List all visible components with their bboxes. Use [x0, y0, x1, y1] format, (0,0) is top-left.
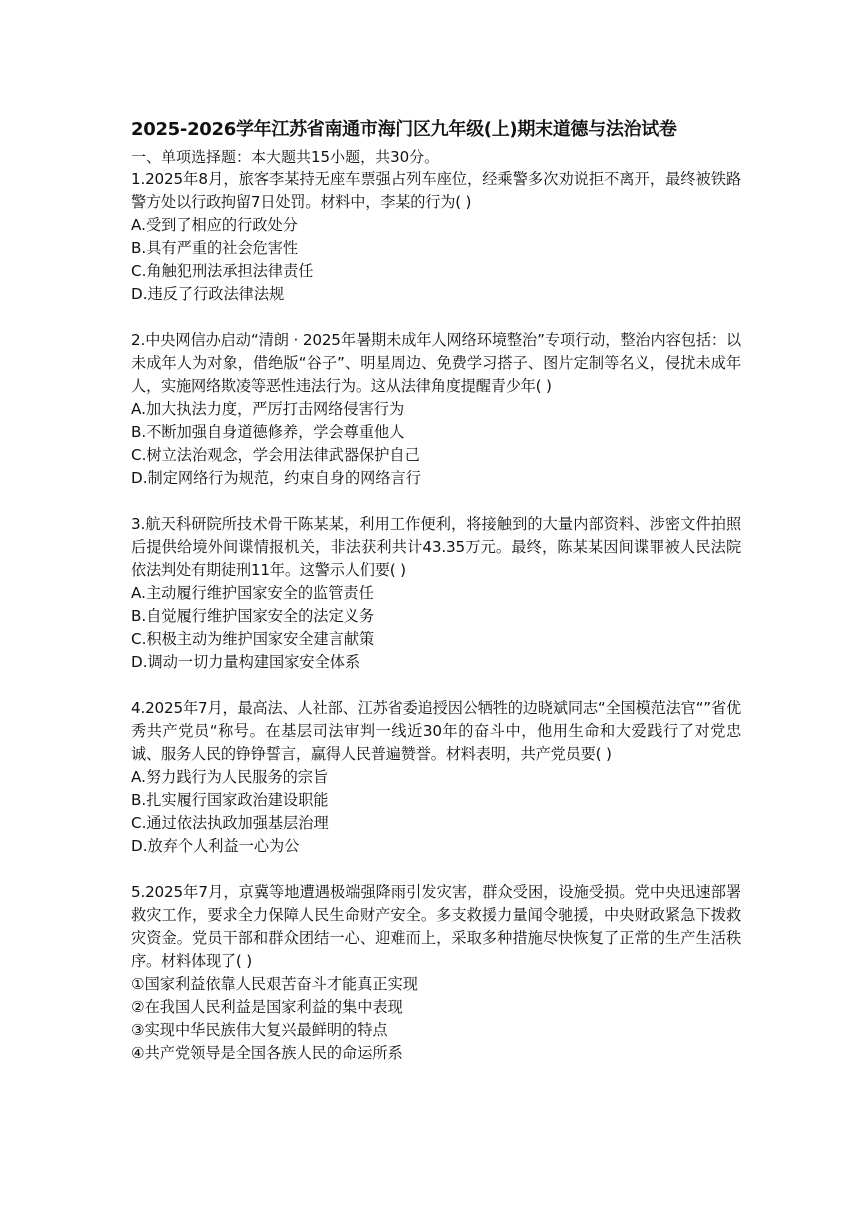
options-list [131, 214, 741, 306]
exam-title: 2025-2026学年江苏省南通市海门区九年级(上)期末道德与法治试卷 [131, 119, 677, 140]
option-c: C.角触犯刑法承担法律责任 [131, 262, 314, 280]
option-a: A.受到了相应的行政处分 [131, 216, 298, 234]
question-2 [131, 329, 741, 490]
section-heading: 一、单项选择题：本大题共15小题，共30分。 [131, 148, 440, 166]
question-stem: 2.中央网信办启动“清朗 · 2025年暑期未成年人网络环境整治”专项行动，整治内容包括：以未成年人为对象，借绝版“谷子”、明星周边、免费学习搭子、图片定制等名义，侵扰未成年人，实施网络欺凌等恶性违法行为。这从法律角度提醒青少年( ) [131, 331, 741, 395]
option-3: ③实现中华民族伟大复兴最鲜明的特点 [131, 1021, 388, 1039]
question-5 [131, 881, 741, 1065]
option-b: B.扎实履行国家政治建设职能 [131, 791, 329, 809]
option-d: D.制定网络行为规范，约束自身的网络言行 [131, 469, 421, 487]
option-a: A.努力践行为人民服务的宗旨 [131, 768, 329, 786]
option-1: ①国家利益依靠人民艰苦奋斗才能真正实现 [131, 975, 418, 993]
question-stem: 4.2025年7月，最高法、人社部、江苏省委追授因公牺牲的边晓斌同志“全国模范法官“”省优秀共产党员“称号。在基层司法审判一线近30年的奋斗中，他用生命和大爱践行了对党忠诚、服务人民的铮铮誓言，赢得人民普遍赞誉。材料表明，共产党员要( ) [131, 699, 741, 763]
option-c: C.树立法治观念，学会用法律武器保护自己 [131, 446, 420, 464]
question-stem: 3.航天科研院所技术骨干陈某某，利用工作便利，将接触到的大量内部资料、涉密文件拍照后提供给境外间谍情报机关，非法获利共计43.35万元。最终，陈某某因间谍罪被人民法院依法判处有期徒刑11年。这警示人们要( ) [131, 515, 741, 579]
option-4: ④共产党领导是全国各族人民的命运所系 [131, 1044, 403, 1062]
options-list [131, 973, 741, 1065]
question-1 [131, 168, 741, 306]
options-list [131, 766, 741, 858]
spacer [131, 858, 741, 881]
spacer [131, 306, 741, 329]
option-d: D.违反了行政法律法规 [131, 285, 285, 303]
option-d: D.放弃个人利益一心为公 [131, 837, 300, 855]
option-a: A.加大执法力度，严厉打击网络侵害行为 [131, 400, 405, 418]
question-stem: 5.2025年7月，京冀等地遭遇极端强降雨引发灾害，群众受困，设施受损。党中央迅速部署救灾工作，要求全力保障人民生命财产安全。多支救援力量闻令驰援，中央财政紧急下拨救灾资金。党员干部和群众团结一心、迎难而上，采取多种措施尽快恢复了正常的生产生活秩序。材料体现了( ) [131, 883, 741, 970]
option-2: ②在我国人民利益是国家利益的集中表现 [131, 998, 403, 1016]
spacer [131, 490, 741, 513]
question-4 [131, 697, 741, 858]
exam-page [131, 118, 741, 1065]
spacer [131, 674, 741, 697]
option-b: B.自觉履行维护国家安全的法定义务 [131, 607, 375, 625]
option-b: B.不断加强自身道德修养，学会尊重他人 [131, 423, 405, 441]
question-3 [131, 513, 741, 674]
options-list [131, 398, 741, 490]
option-d: D.调动一切力量构建国家安全体系 [131, 653, 361, 671]
option-c: C.积极主动为维护国家安全建言献策 [131, 630, 375, 648]
option-a: A.主动履行维护国家安全的监管责任 [131, 584, 374, 602]
options-list [131, 582, 741, 674]
option-b: B.具有严重的社会危害性 [131, 239, 299, 257]
option-c: C.通过依法执政加强基层治理 [131, 814, 329, 832]
question-stem: 1.2025年8月，旅客李某持无座车票强占列车座位，经乘警多次劝说拒不离开，最终被铁路警方处以行政拘留7日处罚。材料中，李某的行为( ) [131, 170, 741, 211]
